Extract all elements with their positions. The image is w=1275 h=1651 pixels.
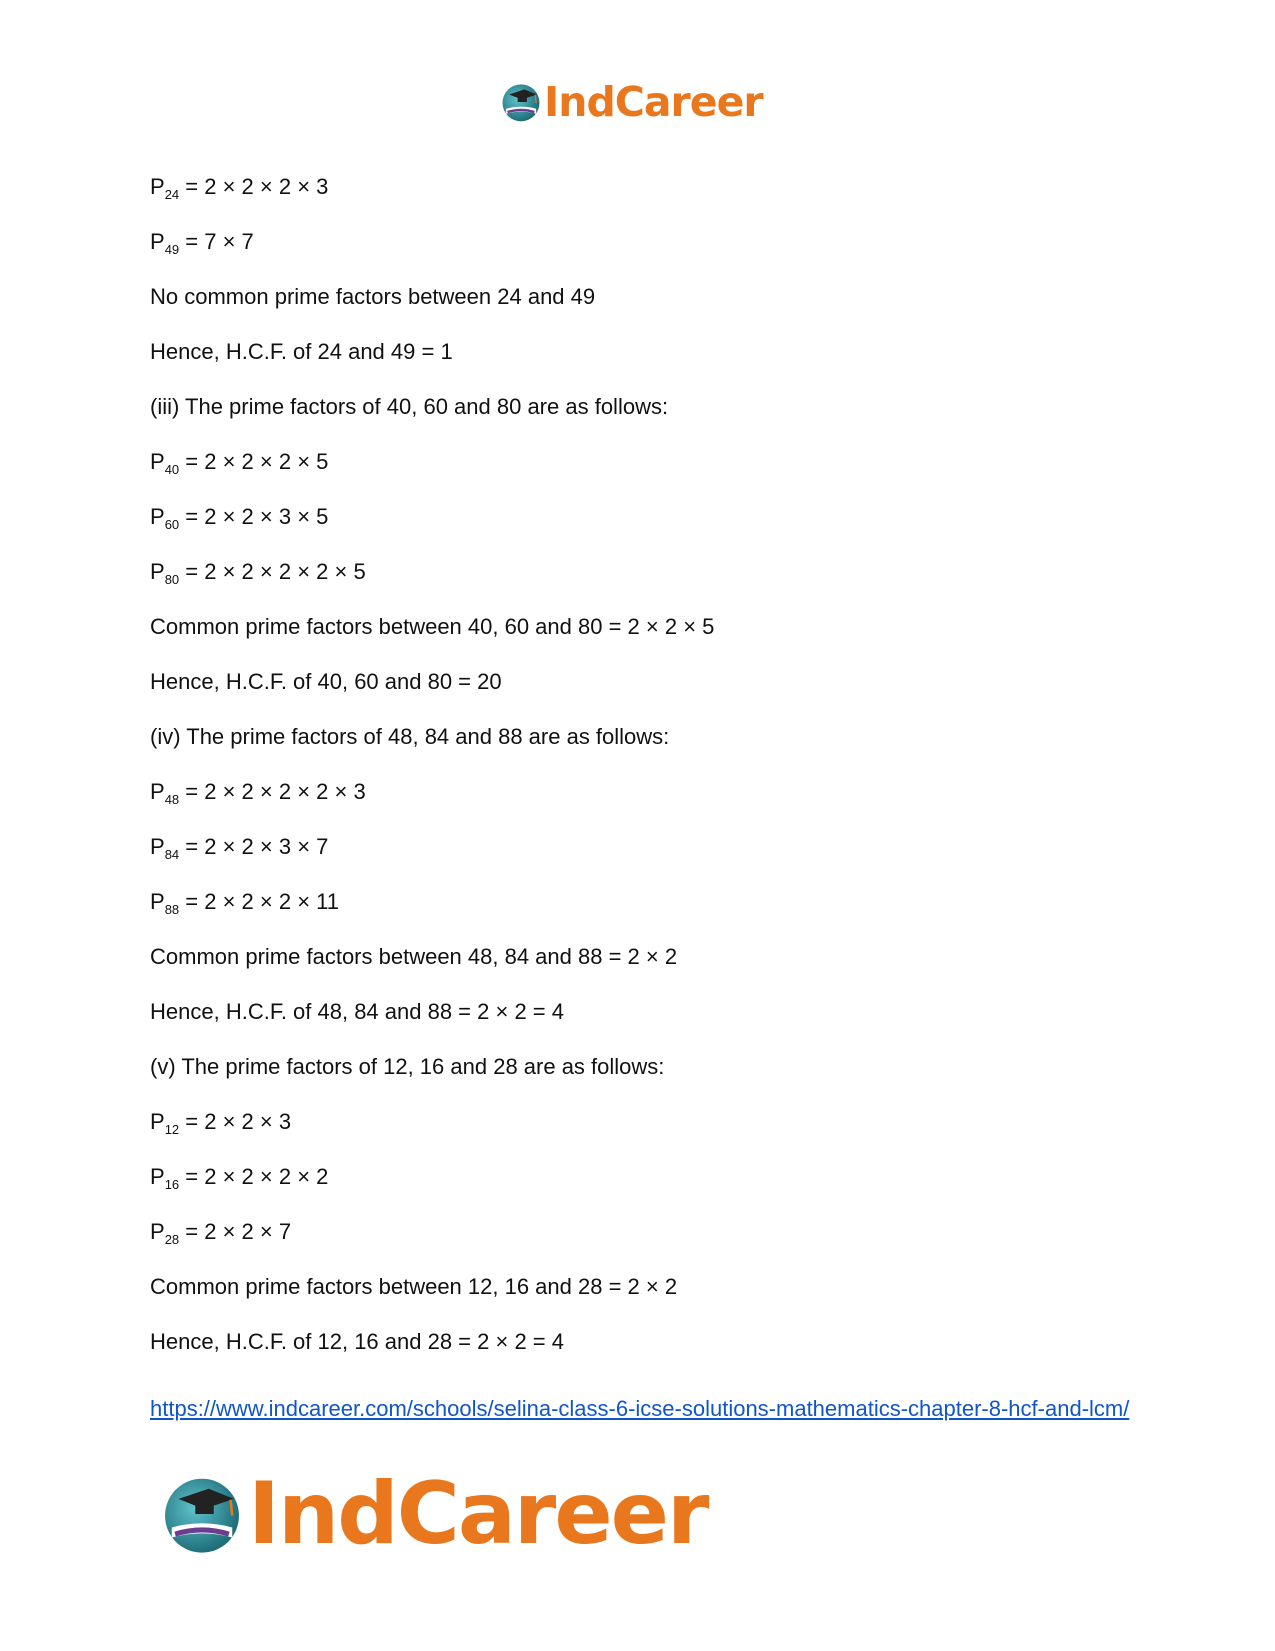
product-subscript: 80 — [164, 572, 180, 587]
product-symbol: P — [150, 174, 165, 199]
product-symbol: P — [150, 559, 165, 584]
factorization: = 2 × 2 × 2 × 2 — [185, 1164, 329, 1189]
prime-factorization-line — [150, 834, 1130, 860]
product-symbol: P — [150, 229, 165, 254]
factorization: = 2 × 2 × 2 × 2 × 5 — [185, 559, 366, 584]
prime-factorization-line — [150, 174, 1130, 200]
factorization: = 2 × 2 × 3 × 7 — [185, 834, 329, 859]
factorization: = 7 × 7 — [185, 229, 254, 254]
product-symbol: P — [150, 779, 165, 804]
prime-factorization-line — [150, 504, 1130, 530]
factorization: = 2 × 2 × 3 — [185, 1109, 292, 1134]
product-subscript: 49 — [164, 242, 180, 257]
product-subscript: 40 — [164, 462, 180, 477]
product-symbol: P — [150, 449, 165, 474]
text-line: Common prime factors between 48, 84 and 88 = 2 × 2 — [150, 944, 678, 969]
factorization: = 2 × 2 × 7 — [185, 1219, 292, 1244]
graduation-cap-book-globe-icon — [500, 81, 542, 123]
prime-factorization-line — [150, 1219, 1130, 1245]
product-symbol: P — [150, 1109, 165, 1134]
graduation-cap-book-globe-icon — [160, 1472, 244, 1556]
text-line: Hence, H.C.F. of 24 and 49 = 1 — [150, 339, 453, 364]
product-subscript: 48 — [164, 792, 180, 807]
source-link[interactable]: https://www.indcareer.com/schools/selina-class-6-icse-solutions-mathematics-chapter-8-hcf-and-lcm/ — [150, 1396, 1130, 1421]
text-line: (iii) The prime factors of 40, 60 and 80 are as follows: — [150, 394, 669, 419]
factorization: = 2 × 2 × 3 × 5 — [185, 504, 329, 529]
product-symbol: P — [150, 1219, 165, 1244]
factorization: = 2 × 2 × 2 × 3 — [185, 174, 329, 199]
text-line: Hence, H.C.F. of 48, 84 and 88 = 2 × 2 = 4 — [150, 999, 564, 1024]
factorization: = 2 × 2 × 2 × 11 — [185, 889, 340, 914]
text-line: Common prime factors between 12, 16 and 28 = 2 × 2 — [150, 1274, 678, 1299]
text-line: Common prime factors between 40, 60 and 80 = 2 × 2 × 5 — [150, 614, 715, 639]
factorization: = 2 × 2 × 2 × 2 × 3 — [185, 779, 366, 804]
product-subscript: 24 — [164, 187, 180, 202]
product-symbol: P — [150, 834, 165, 859]
prime-factorization-line — [150, 449, 1130, 475]
prime-factorization-line — [150, 889, 1130, 915]
prime-factorization-line — [150, 559, 1130, 585]
product-subscript: 88 — [164, 902, 180, 917]
product-subscript: 60 — [164, 517, 180, 532]
factorization: = 2 × 2 × 2 × 5 — [185, 449, 329, 474]
prime-factorization-line — [150, 229, 1130, 255]
prime-factorization-line — [150, 1109, 1130, 1135]
text-line: (v) The prime factors of 12, 16 and 28 are as follows: — [150, 1054, 665, 1079]
product-subscript: 16 — [164, 1177, 180, 1192]
product-symbol: P — [150, 504, 165, 529]
logo-text: IndCareer — [544, 78, 763, 126]
product-symbol: P — [150, 889, 165, 914]
text-line: Hence, H.C.F. of 12, 16 and 28 = 2 × 2 = 4 — [150, 1329, 564, 1354]
logo-text: IndCareer — [248, 1464, 708, 1564]
text-line: Hence, H.C.F. of 40, 60 and 80 = 20 — [150, 669, 502, 694]
product-subscript: 28 — [164, 1232, 180, 1247]
prime-factorization-line — [150, 779, 1130, 805]
product-subscript: 12 — [164, 1122, 180, 1137]
product-symbol: P — [150, 1164, 165, 1189]
text-line: No common prime factors between 24 and 49 — [150, 284, 596, 309]
product-subscript: 84 — [164, 847, 180, 862]
solution-body — [150, 174, 1130, 1384]
footer-logo — [160, 1466, 707, 1562]
text-line: (iv) The prime factors of 48, 84 and 88 are as follows: — [150, 724, 670, 749]
prime-factorization-line — [150, 1164, 1130, 1190]
header-logo — [500, 78, 763, 126]
